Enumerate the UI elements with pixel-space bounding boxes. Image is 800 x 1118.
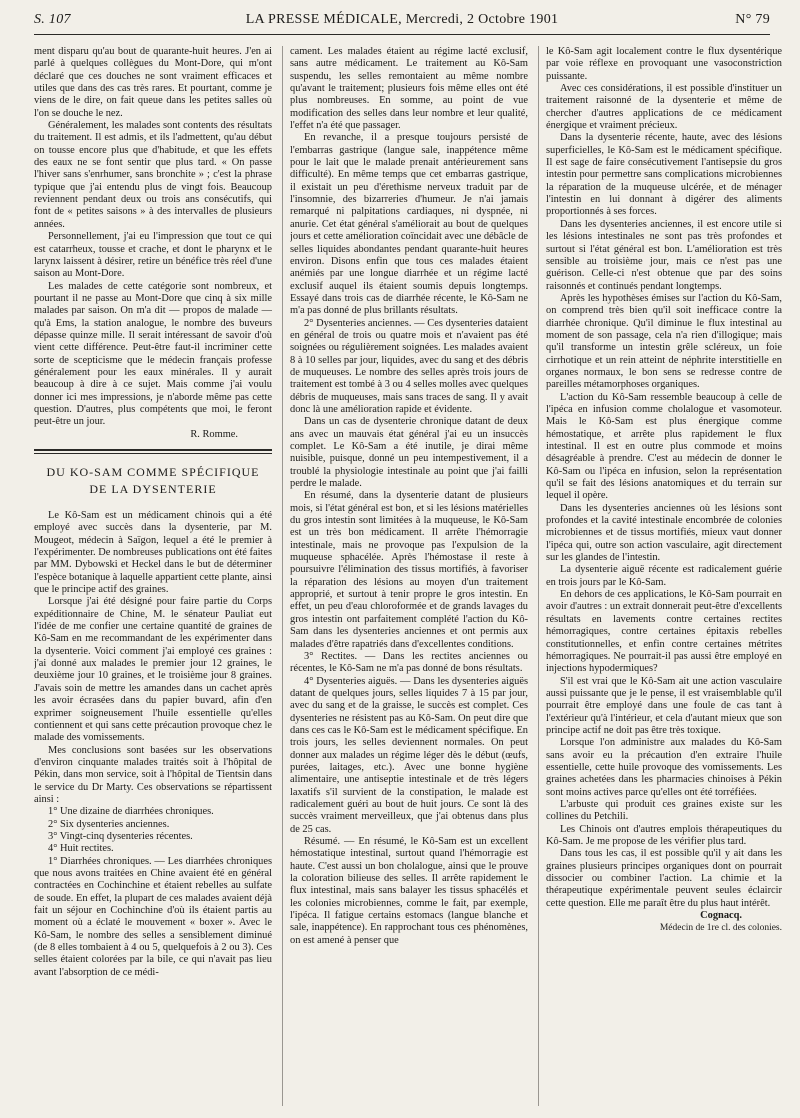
article-separator (34, 449, 272, 451)
issue-number: N° 79 (735, 12, 770, 27)
page-label: S. 107 (34, 12, 71, 27)
paragraph: Personnellement, j'ai eu l'impression que tout ce qui est catarrheux, tousse et crache, et dont le pharynx et le larynx laissent à désirer, retire un bénéfice très réel d'une saison au Mont-Dore. (34, 231, 272, 280)
paragraph: 3° Rectites. — Dans les rectites anciennes ou récentes, le Kô-Sam ne m'a pas donné de bons résultats. (290, 650, 528, 675)
paragraph: Le Kô-Sam est un médicament chinois qui a été employé avec succès dans la dysenterie, par M. Mougeot, médecin à Saïgon, lequel a été le premier à l'expérimenter. De nombreuses publications ont été faites par MM. Dybowski et Heckel dans le but de déterminer l'espèce botanique à laquelle appartient cette plante, ainsi que le principe actif des graines. (34, 510, 272, 596)
column-2 (290, 46, 528, 1108)
author-signature: Cognacq. (700, 910, 742, 922)
column-1 (34, 46, 272, 1108)
paragraph: Généralement, les malades sont contents des résultats du traitement. Il est admis, et ils l'admettent, qu'au début on tousse encore plus que d'habitude, et que les effets des eaux ne se font sentir que plus tard. « On passe l'hiver sans s'enrhumer, sans bronchite » ; c'est la phrase typique que j'ai entendu plus de vingt fois. Beaucoup reviennent pendant deux ou trois ans consécutifs, qui font de « petites saisons » à des intervalles de plusieurs années. (34, 120, 272, 230)
author-signature: R. Romme. (190, 428, 238, 440)
list-item: 3° Vingt-cinq dysenteries récentes. (48, 830, 193, 842)
paragraph: Dans tous les cas, il est possible qu'il y ait dans les graines plusieurs principes organiques dont on pourrait dissocier ou combiner l'action. La chimie et la thérapeutique expérimentale peuvent seules éclaircir cette question. Elle me paraît être du plus haut intérêt. (546, 848, 782, 909)
article-title-line-1: DU KO-SAM COMME SPÉCIFIQUE (46, 465, 260, 479)
author-title: Médecin de 1re cl. des colonies. (659, 923, 782, 934)
paragraph: La dysenterie aiguë récente est radicalement guérie en trois jours par le Kô-Sam. (546, 564, 782, 588)
paragraph: Les Chinois ont d'autres emplois thérapeutiques du Kô-Sam. Je me propose de les vérifier plus tard. (546, 823, 782, 847)
paragraph: Dans la dysenterie récente, haute, avec des lésions superficielles, le Kô-Sam est le médicament spécifique. Il est sage de faire consécutivement l'antisepsie du gros intestin pour permettre sans complications microbiennes la réparation de la muqueuse ulcérée, et de ménager l'intestin en lui donnant à digérer des aliments proportionnés à ses forces. (546, 132, 782, 218)
paragraph: Avec ces considérations, il est possible d'instituer un traitement raisonné de la dysenterie et même de chercher d'autres applications de ce médicament énergique et vraiment précieux. (546, 83, 782, 132)
paragraph: En revanche, il a presque toujours persisté de l'embarras gastrique (langue sale, inappétence même pour le lait que le malade prenait antérieurement sans difficulté). En même temps que cet embarras gastrique, il existait un peu d'érethisme nerveux traduit par de l'insomnie, des bizarreries d'humeur. Je n'ai jamais remarqué ni palpitations cardiaques, ni dyspnée, ni anurie. Cet état général s'améliorait au bout de quelques jours et cette amélioration coïncidait avec une débâcle de selles liquides abondantes pendant quarante-huit heures environ. Disons enfin que tous ces malades étaient anémiés par une longue diarrhée et un régime lacté exclusif auquel ils étaient soumis depuis longtemps. Essayé dans trois cas de diarrhée récente, le Kô-Sam ne m'a pas donné de plus brillants résultats. (290, 132, 528, 317)
paragraph: le Kô-Sam agit localement contre le flux dysentérique par voie réflexe en provoquant une vasoconstriction puissante. (546, 46, 782, 82)
paragraph: Mes conclusions sont basées sur les observations d'environ cinquante malades traités soit à l'hôpital de Pékin, dans mon service, soit à l'hôpital de Tientsin dans le service du Dr Marty. Ces observations se répartissent ainsi : (34, 744, 272, 805)
paragraph: 2° Dysenteries anciennes. — Ces dysenteries dataient en général de trois ou quatre mois et n'avaient pas été soignées ou régulièrement soignées. Les malades avaient 8 à 10 selles par jour, liquides, avec du sang et des débris de muqueuses. Le nombre des selles après trois jours de traitement est tombé à 3 ou 4 selles molles avec quelques débris de muqueuses, mais sans traces de sang. Il y avait donc là une amélioration rapide et évidente. (290, 317, 528, 415)
column-divider (538, 46, 539, 1106)
paragraph: En dehors de ces applications, le Kô-Sam pourrait en avoir d'autres : un extrait donnerait peut-être d'excellents résultats en lavements contre certaines rectites hémorragiques, contre certaines épitaxis rebelles constitutionnelles, et enfin contre certaines métrites hémorragiques. Ne pourrait-il pas aussi être employé en injections hypodermiques? (546, 589, 782, 675)
paragraph: 4° Dysenteries aiguës. — Dans les dysenteries aiguës datant de quelques jours, selles liquides 7 à 15 par jour, avec du sang et de la graisse, le succès est complet. Ces dysenteries ne résistent pas au Kô-Sam. On peut dire que dans ces cas le Kô-Sam est le médicament spécifique. En trois jours, les selles deviennent normales. On peut donner aux malades un régime léger dès le début (œufs, purées, laitages, etc.). Avec une bonne hygiène alimentaire, une antiseptie intestinale et de très légers laxatifs s'il survient de la constipation, le malade est radicalement guéri au bout de huit jours. Ce sont là des succès vraiment merveilleux, que j'ai obtenus dans plus de 25 cas. (290, 675, 528, 835)
paragraph: Dans les dysenteries anciennes, il est encore utile si les lésions intestinales ne sont pas très profondes et surtout si l'état général est bon. L'amélioration est très sensible au troisième jour, mais ce n'est pas une guérison. Celle-ci n'est obtenue que par des soins raisonnés et continués pendant longtemps. (546, 218, 782, 292)
article-title-line-2: DE LA DYSENTERIE (89, 482, 217, 496)
column-3 (546, 46, 782, 1108)
paragraph: En résumé, dans la dysenterie datant de plusieurs mois, si l'état général est bon, et si les lésions matérielles du gros intestin sont limitées à la muqueuse, le Kô-Sam est un très bon médicament. Il arrête l'hémorragie intestinale, mais ne provoque pas l'expulsion de la muqueuse sphacélée. Après l'hémostase il reste à poursuivre l'élimination des tissus mortifiés, à favoriser la réparation des lésions au moyen d'un traitement approprié, et surtout à tenir propre le gros intestin. En effet, un peu d'eau chloroformée et de grands lavages du gros intestin ont parfaitement complété l'action du Kô-Sam dans les dysenteries anciennes et ont permis aux malades d'être rapatriés dans d'excellentes conditions. (290, 490, 528, 650)
paragraph: 1° Diarrhées chroniques. — Les diarrhées chroniques que nous avons traitées en Chine avaient été en général contractées en Cochinchine et étaient rebelles au sulfate de soude. En effet, la plupart de ces malades avaient déjà fait un séjour en Cochinchine d'où ils étaient partis au moment où a éclaté le mouvement « boxer ». Avec le Kô-Sam, le nombre des selles a sensiblement diminué (de 8 elles tombaient à 4 ou 5, quelquefois à 2 ou 3). Ces selles étaient colorées par la bile, ce qui n'avait pas lieu avant l'absorption de ce médi- (34, 855, 272, 978)
list-item: 2° Six dysenteries anciennes. (48, 818, 170, 830)
column-divider (282, 46, 283, 1106)
list-item: 1° Une dizaine de diarrhées chroniques. (48, 806, 214, 818)
paragraph: Les malades de cette catégorie sont nombreux, et pourtant il ne passe au Mont-Dore que cinq à six mille malades par saison. On m'a dit — propos de malade — qu'à Ems, la station analogue, le nombre des buveurs dépasse quinze mille. Il serait intéressant de savoir d'où vient cette différence. Peut-être faut-il incriminer cette sorte de scepticisme que le médecin français professe généralement pour les eaux minérales. Il y aurait beaucoup à dire à ce sujet. Mais comme j'ai voulu donner ici mes impressions, je n'aborde même pas cette question. D'autres, plus compétents que moi, le feront peut-être un jour. (34, 280, 272, 428)
paragraph: Après les hypothèses émises sur l'action du Kô-Sam, on comprend très bien qu'il soit inefficace contre la diarrhée chronique. Qu'il diminue le flux intestinal au moment de son passage, cela n'a rien d'illogique; mais qu'il transforme un intestin grêle scléreux, un foie cirrhotique et un rein atteint de néphrite interstitielle en organes normaux, le bon sens se redresse contre de pareilles métamorphoses organiques. (546, 292, 782, 391)
paragraph: S'il est vrai que le Kô-Sam ait une action vasculaire aussi puissante que je le pense, il est vraisemblable qu'il pourrait être employé dans une foule de cas tant à l'extérieur qu'à l'intérieur, et cela d'autant mieux que son principe actif ne doit pas être très toxique. (546, 675, 782, 736)
paragraph: ment disparu qu'au bout de quarante-huit heures. J'en ai parlé à quelques collègues du Mont-Dore, qui m'ont déclaré que ces douches ne sont vraiment efficaces et utiles que dans des cas très rares. Et pourtant, comme je viens de le dire, on fait queue dans les petites salles où l'on se douche le nez. (34, 46, 272, 119)
article-separator (34, 453, 272, 454)
paragraph: L'arbuste qui produit ces graines existe sur les collines du Petchili. (546, 798, 782, 823)
paragraph: L'action du Kô-Sam ressemble beaucoup à celle de l'ipéca en infusion comme cholalogue et vasomoteur. Mais le Kô-Sam est plus énergique comme hémostatique, et arrête plus rapidement le flux intestinal. Il est en outre plus commode et moins désagréable à prendre. C'est au médecin de donner le Kô-Sam ou l'ipéca en infusion, selon la représentation qu'il se fait des lésions anatomiques et du terrain sur lequel il opère. (546, 391, 782, 502)
paragraph: Lorsque l'on administre aux malades du Kô-Sam sans avoir eu la précaution d'en extraire l'huile essentielle, cette huile provoque des vomissements. Les graines achetées dans les pharmacies chinoises à Pékin sont moins actives parce qu'elles ont été torréfiées. (546, 737, 782, 798)
paragraph: cament. Les malades étaient au régime lacté exclusif, sans autre médicament. Le traitement au Kô-Sam suspendu, les selles remontaient au même nombre qu'avant le traitement; plusieurs fois même elles ont été plus nombreuses. En somme, au point de vue modification des selles dans leur nombre et leur qualité, l'effet n'a été que passager. (290, 46, 528, 132)
paragraph: Lorsque j'ai été désigné pour faire partie du Corps expéditionnaire de Chine, M. le sénateur Pauliat eut l'idée de me confier une certaine quantité de graines de Kô-Sam en me recommandant de les expérimenter dans la dysenterie. Voici comment j'ai employé ces graines : j'ai donné aux malades le premier jour 12 graines, le deuxième jour 10 graines, et le troisième jour 8 graines. J'avais soin de mettre les amandes dans un cachet après les avoir écrasées dans du papier buvard, afin d'en exprimer soigneusement l'huile essentielle qu'elles contiennent et qui sans cette précaution provoque chez le malade des vomissements. (34, 596, 272, 744)
paragraph: Dans les dysenteries anciennes où les lésions sont profondes et la cavité intestinale encombrée de colonies microbiennes et de tissus mortifiés, mieux vaut donner l'ipéca qui, outre son action vasculaire, agit directement sur les glandes de l'intestin. (546, 502, 782, 564)
page-header (34, 12, 770, 35)
list-item: 4° Huit rectites. (48, 843, 114, 855)
paragraph: Dans un cas de dysenterie chronique datant de deux ans avec un mauvais état général j'ai eu un insuccès complet. Le Kô-Sam a été inutile, je dirai même nuisible, puisque, donné un peu intempestivement, il a troublé la physiologie intestinale au point que j'ai failli perdre le malade. (290, 416, 528, 490)
newspaper-title: LA PRESSE MÉDICALE, Mercredi, 2 Octobre 1901 (245, 12, 559, 27)
paragraph: Résumé. — En résumé, le Kô-Sam est un excellent hémostatique intestinal, surtout quand l'hémorragie est haute. C'est aussi un bon cholalogue, ainsi que le prouve la coloration bilieuse des selles. Il arrête rapidement le flux intestinal, mais sans balayer les tissus sphacélés et les colonies microbiennes, comme le fait, par exemple, l'ipéca. Il fatigue certains estomacs (langue blanche et sale, inappétence). En rapprochant tous ces phénomènes, on est amené à penser que (290, 836, 528, 946)
article-title (34, 464, 272, 498)
